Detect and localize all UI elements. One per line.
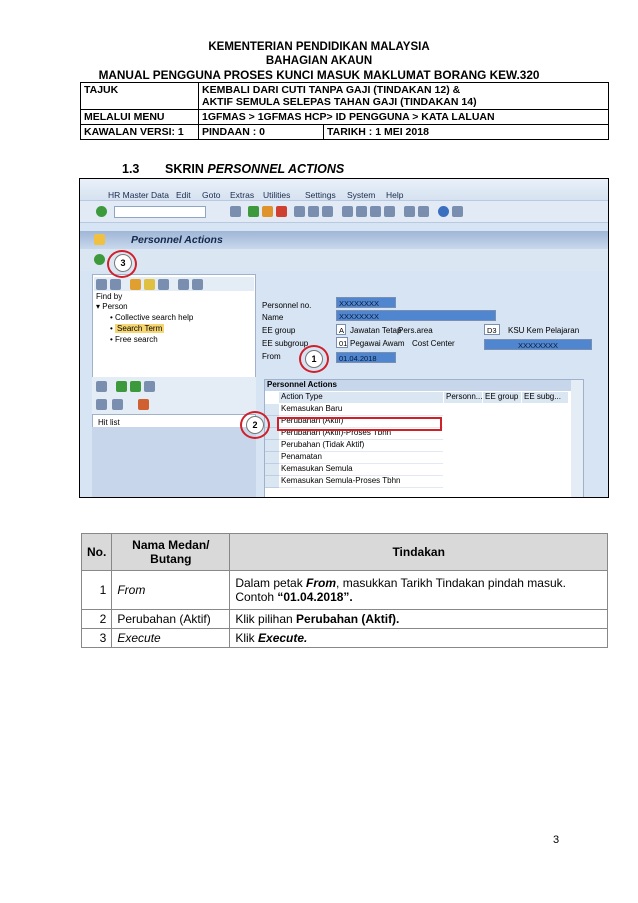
object-manager-toolbar [94, 277, 254, 291]
grid-scrollbar[interactable] [571, 380, 583, 498]
step-action [230, 629, 608, 648]
tajuk-line-2: AKTIF SEMULA SELEPAS TAHAN GAJI (TINDAKAN 14) [202, 96, 477, 108]
hit-list-label: Hit list [98, 418, 120, 427]
personnel-no-label: Personnel no. [262, 301, 312, 310]
col-action: Tindakan [230, 534, 608, 571]
step-no: 1 [82, 571, 112, 610]
step-field [112, 571, 230, 610]
forward-nav-icon[interactable] [110, 279, 121, 290]
command-field[interactable] [114, 206, 206, 218]
ee-subgroup-text: Pegawai Awam [350, 339, 405, 348]
page-number: 3 [553, 834, 560, 846]
tree-collective-label: Collective search help [115, 313, 194, 322]
back-icon[interactable] [248, 206, 259, 217]
window-icon [94, 234, 105, 245]
marker-2: 2 [246, 416, 264, 434]
personnel-no-field[interactable]: XXXXXXXX [336, 297, 396, 308]
find-icon[interactable] [308, 206, 319, 217]
step-row-3 [82, 629, 608, 648]
cost-center-label: Cost Center [412, 339, 455, 348]
header-ministry: KEMENTERIAN PENDIDIKAN MALAYSIA [208, 41, 430, 53]
last-page-icon[interactable] [384, 206, 395, 217]
marker-1: 1 [305, 350, 323, 368]
step-row-1 [82, 571, 608, 610]
shortcut-icon[interactable] [418, 206, 429, 217]
pindaan: PINDAAN : 0 [199, 125, 324, 140]
row-selector[interactable] [265, 476, 279, 488]
collapse-icon[interactable] [178, 279, 189, 290]
step-action-bold: “01.04.2018”. [277, 590, 353, 604]
menu-label: MELALUI MENU [81, 110, 199, 125]
sort-desc-icon[interactable] [130, 381, 141, 392]
action-row[interactable]: Penamatan [279, 452, 443, 464]
step-action-text: , masukkan Tarikh Tindakan pindah masuk. Contoh [235, 576, 566, 604]
step-no: 2 [82, 610, 112, 629]
favorites-icon[interactable] [130, 279, 141, 290]
name-label: Name [262, 313, 284, 322]
sort-asc-icon[interactable] [116, 381, 127, 392]
ee-subgroup-code: 01 [336, 337, 348, 348]
step-field: Perubahan (Aktif) [112, 610, 230, 629]
first-page-icon[interactable] [342, 206, 353, 217]
step-row-2 [82, 610, 608, 629]
menu-value: 1GFMAS > 1GFMAS HCP> ID PENGGUNA > KATA LALUAN [199, 110, 609, 125]
find-by-label: Find by [96, 292, 123, 301]
sap-screenshot [79, 178, 609, 498]
col-ee-group[interactable]: EE group [483, 392, 521, 403]
layout-icon[interactable] [138, 399, 149, 410]
back-nav-icon[interactable] [96, 279, 107, 290]
previous-page-icon[interactable] [356, 206, 367, 217]
filter-icon[interactable] [144, 381, 155, 392]
menu-goto[interactable]: Goto [202, 190, 221, 200]
layout-menu-icon[interactable] [452, 206, 463, 217]
expand-icon[interactable] [192, 279, 203, 290]
step-action-text: Klik [235, 631, 259, 645]
export-icon[interactable] [112, 399, 123, 410]
detail-icon[interactable] [96, 381, 107, 392]
step-field-text: From [117, 583, 146, 597]
col-action-type[interactable]: Action Type [279, 392, 443, 403]
tree-free-search-label: Free search [115, 335, 158, 344]
print-icon[interactable] [294, 206, 305, 217]
step-field [112, 629, 230, 648]
print-list-icon[interactable] [96, 399, 107, 410]
save-icon[interactable] [230, 206, 241, 217]
menu-edit[interactable]: Edit [176, 190, 191, 200]
step-no: 3 [82, 629, 112, 648]
versi-label: KAWALAN VERSI: 1 [81, 125, 199, 140]
tree-node-free-search[interactable]: • Free search [110, 335, 158, 344]
document-meta-table [80, 82, 609, 140]
step-action-text: Dalam petak [235, 576, 307, 590]
menu-system[interactable]: System [347, 190, 376, 200]
sap-toolbar [80, 201, 608, 223]
tree-person-label: Person [102, 302, 128, 311]
pers-area-label: Pers.area [398, 326, 433, 335]
col-no: No. [82, 534, 112, 571]
row-selector[interactable] [265, 452, 279, 464]
action-row[interactable]: Perubahan (Tidak Aktif) [279, 440, 443, 452]
tarikh: TARIKH : 1 MEI 2018 [324, 125, 609, 140]
star-icon[interactable] [144, 279, 155, 290]
step-action-bold: Execute. [258, 631, 308, 645]
menu-hr-master-data[interactable]: HR Master Data [108, 190, 169, 200]
action-row-perubahan-aktif[interactable]: Perubahan (Aktif) [279, 416, 443, 428]
window-title: Personnel Actions [131, 234, 223, 246]
menu-settings[interactable]: Settings [305, 190, 336, 200]
enter-icon[interactable] [96, 206, 107, 217]
from-label: From [262, 352, 281, 361]
header-department: BAHAGIAN AKAUN [265, 55, 373, 67]
pers-area-text: KSU Kem Pelajaran [508, 326, 580, 335]
col-field: Nama Medan/ Butang [112, 534, 230, 571]
tajuk-value [199, 83, 609, 110]
action-row[interactable]: Kemasukan Baru [279, 404, 443, 416]
highlight-perubahan-aktif [277, 417, 442, 431]
step-action-text: Klik pilihan [235, 612, 297, 626]
cancel-icon[interactable] [276, 206, 287, 217]
sap-menubar [80, 179, 608, 201]
section-title [165, 162, 344, 176]
step-field-text: Execute [117, 631, 161, 645]
application-toolbar [80, 249, 608, 271]
ee-group-text: Jawatan Tetap [350, 326, 402, 335]
tree-search-term-label: Search Term [117, 324, 163, 333]
next-page-icon[interactable] [370, 206, 381, 217]
menu-extras[interactable]: Extras [230, 190, 255, 200]
section-title-italic: PERSONNEL ACTIONS [207, 162, 345, 176]
section-title-plain: SKRIN [165, 162, 208, 176]
new-session-icon[interactable] [404, 206, 415, 217]
action-row[interactable]: Kemasukan Semula [279, 464, 443, 476]
section-number: 1.3 [122, 162, 140, 176]
tajuk-line-1: KEMBALI DARI CUTI TANPA GAJI (TINDAKAN 12) & [202, 84, 461, 96]
step-action [230, 610, 608, 629]
row-selector[interactable] [265, 404, 279, 416]
execute-icon[interactable] [94, 254, 105, 265]
sap-title-bar [80, 231, 608, 249]
action-row[interactable]: Perubahan (Aktif)-Proses Tbhn [279, 428, 443, 440]
from-date-field[interactable]: 01.04.2018 [336, 352, 396, 363]
ee-group-code: A [336, 324, 346, 335]
tree-node-collective-search[interactable]: • Collective search help [110, 313, 194, 322]
step-action [230, 571, 608, 610]
col-personnel[interactable]: Personn... [446, 392, 483, 401]
menu-help[interactable]: Help [386, 190, 404, 200]
cost-center-field: XXXXXXXX [484, 339, 592, 350]
step-action-bold: From [306, 576, 337, 590]
header-manual-title: MANUAL PENGGUNA PROSES KUNCI MASUK MAKLUMAT BORANG KEW.320 [98, 68, 540, 82]
hit-list-toolbar [92, 377, 256, 415]
grid-title: Personnel Actions [265, 380, 583, 391]
find-next-icon[interactable] [322, 206, 333, 217]
name-field: XXXXXXXX [336, 310, 496, 321]
col-ee-subgroup[interactable]: EE subg... [522, 392, 568, 403]
tree-node-search-term[interactable]: • Search Term [110, 324, 163, 333]
hit-list-area [92, 427, 256, 498]
row-selector[interactable] [265, 464, 279, 476]
pers-area-code: D3 [484, 324, 500, 335]
action-row[interactable]: Kemasukan Semula-Proses Tbhn [279, 476, 443, 488]
step-action-bold: Perubahan (Aktif). [296, 612, 400, 626]
instructions-table [81, 533, 608, 648]
settings-icon[interactable] [158, 279, 169, 290]
personnel-actions-grid [264, 379, 584, 498]
ee-group-label: EE group [262, 326, 296, 335]
menu-utilities[interactable]: Utilities [263, 190, 291, 200]
row-selector[interactable] [265, 440, 279, 452]
tajuk-label: TAJUK [81, 83, 199, 110]
ee-subgroup-label: EE subgroup [262, 339, 309, 348]
exit-icon[interactable] [262, 206, 273, 217]
tree-node-person[interactable]: ▾ Person [96, 302, 128, 311]
help-icon[interactable] [438, 206, 449, 217]
marker-3: 3 [114, 254, 132, 272]
